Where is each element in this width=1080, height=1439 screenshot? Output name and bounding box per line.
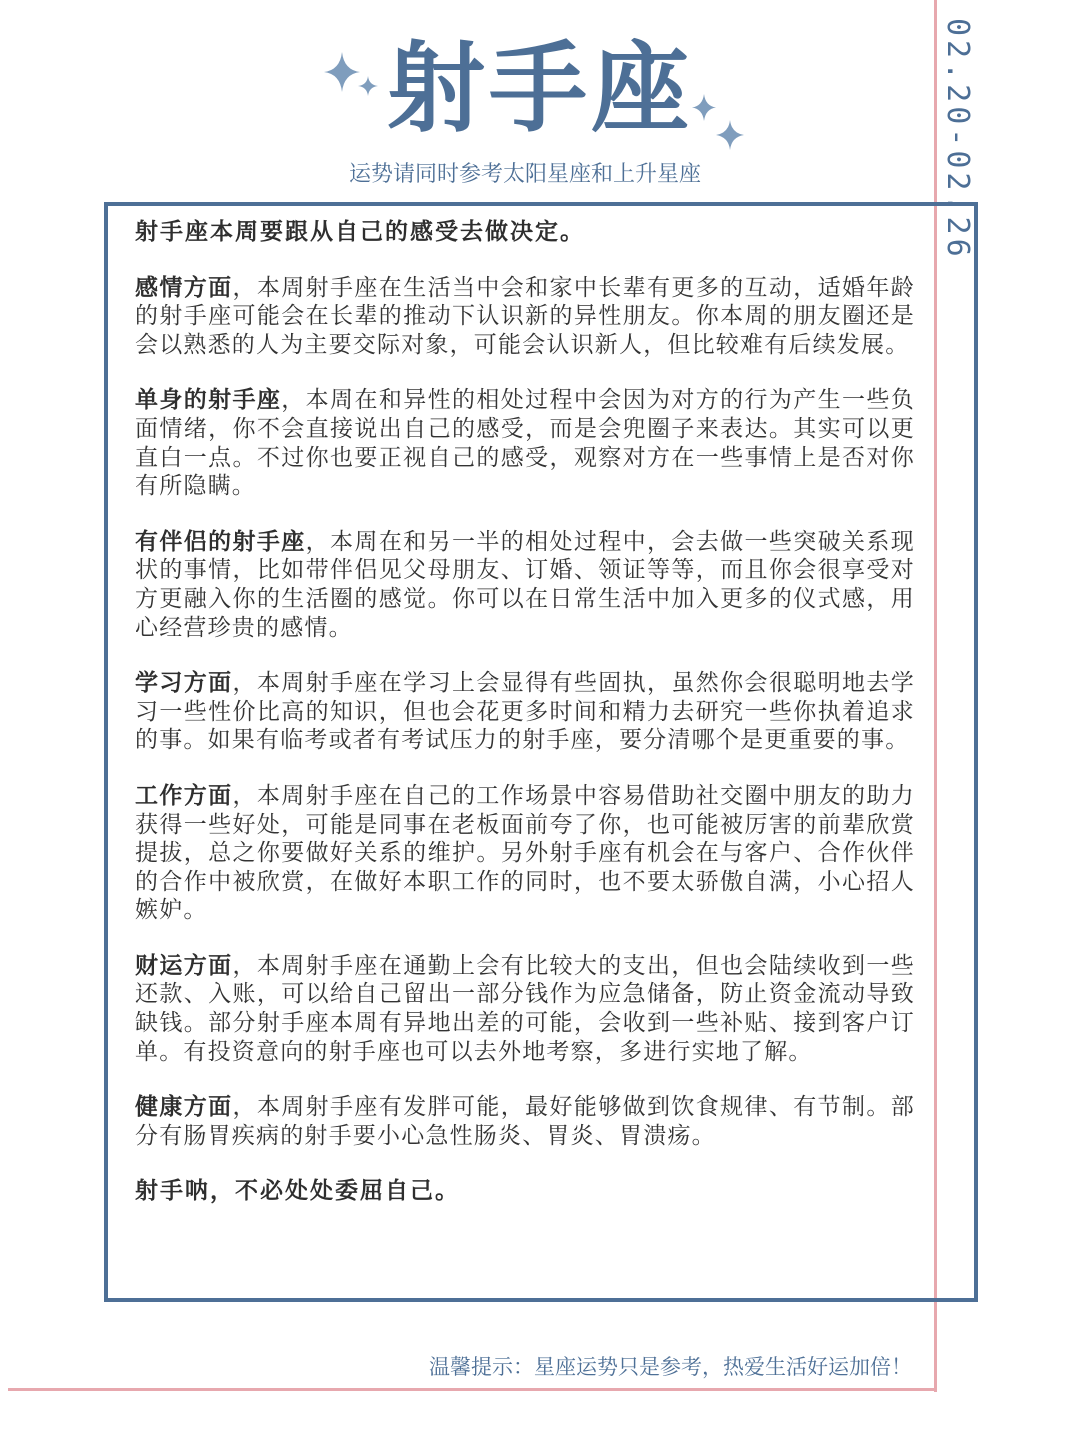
- intro-text: 射手座本周要跟从自己的感受去做决定。: [135, 219, 585, 245]
- section-label: 学习方面: [135, 670, 233, 697]
- section-text: ，本周射手座有发胖可能，最好能够做到饮食规律、有节制。部分有肠胃疾病的射手要小心急性肠炎、胃炎、胃溃疡。: [135, 1094, 915, 1149]
- section-label: 财运方面: [135, 952, 233, 979]
- date-range: 02.20-02.26: [940, 18, 975, 261]
- pink-horizontal-line: [8, 1388, 937, 1391]
- section-text: ，本周在和另一半的相处过程中，会去做一些突破关系现状的事情，比如带伴侣见父母朋友、订婚、领证等等，而且你会很享受对方更融入你的生活圈的感觉。你可以在日常生活中加入更多的仪式感，用心经营珍贵的感情。: [135, 528, 916, 641]
- section-paragraph: [135, 1093, 915, 1150]
- section-text: ，本周射手座在学习上会显得有些固执，虽然你会很聪明地去学习一些性价比高的知识，但也会花更多时间和精力去研究一些你执着追求的事。如果有临考或者有考试压力的射手座，要分清哪个是更重要的事。: [135, 670, 915, 754]
- section-paragraph: [135, 782, 915, 925]
- section-label: 工作方面: [135, 782, 233, 809]
- section-paragraph: [135, 669, 915, 755]
- section-paragraph: [135, 274, 915, 360]
- closing-text: 射手呐，不必处处委屈自己。: [135, 1178, 460, 1205]
- section-label: 感情方面: [135, 274, 233, 301]
- horoscope-content: [135, 218, 915, 1233]
- footer-tip: 温馨提示：星座运势只是参考，热爱生活好运加倍！: [429, 1355, 912, 1379]
- section-text: ，本周射手座在自己的工作场景中容易借助社交圈中朋友的助力获得一些好处，可能是同事在老板面前夸了你，也可能被厉害的前辈欣赏提拔，总之你要做好关系的维护。另外射手座有机会在与客户、合作伙伴的合作中被欣赏，在做好本职工作的同时，也不要太骄傲自满，小心招人嫉妒。: [135, 782, 915, 924]
- section-label: 健康方面: [135, 1094, 233, 1121]
- section-text: ，本周射手座在生活当中会和家中长辈有更多的互动，适婚年龄的射手座可能会在长辈的推动下认识新的异性朋友。你本周的朋友圈还是会以熟悉的人为主要交际对象，可能会认识新人，但比较难有后续发展。: [135, 274, 915, 358]
- section-label: 有伴侣的射手座: [135, 528, 306, 555]
- page-title: 射手座: [386, 32, 693, 146]
- section-text: ，本周射手座在通勤上会有比较大的支出，但也会陆续收到一些还款、入账，可以给自己留出一部分钱作为应急储备，防止资金流动导致缺钱。部分射手座本周有异地出差的可能，会收到一些补贴、接到客户订单。有投资意向的射手座也可以去外地考察，多进行实地了解。: [135, 952, 915, 1065]
- section-label: 单身的射手座: [135, 387, 282, 414]
- section-paragraph: [135, 952, 915, 1066]
- section-paragraph: [135, 386, 915, 500]
- section-paragraph: [135, 528, 915, 642]
- subtitle: 运势请同时参考太阳星座和上升星座: [348, 162, 701, 187]
- section-text: ，本周在和异性的相处过程中会因为对方的行为产生一些负面情绪，你不会直接说出自己的感受，而是会兜圈子来表达。其实可以更直白一点。不过你也要正视自己的感受，观察对方在一些事情上是否对你有所隐瞒。: [135, 387, 916, 500]
